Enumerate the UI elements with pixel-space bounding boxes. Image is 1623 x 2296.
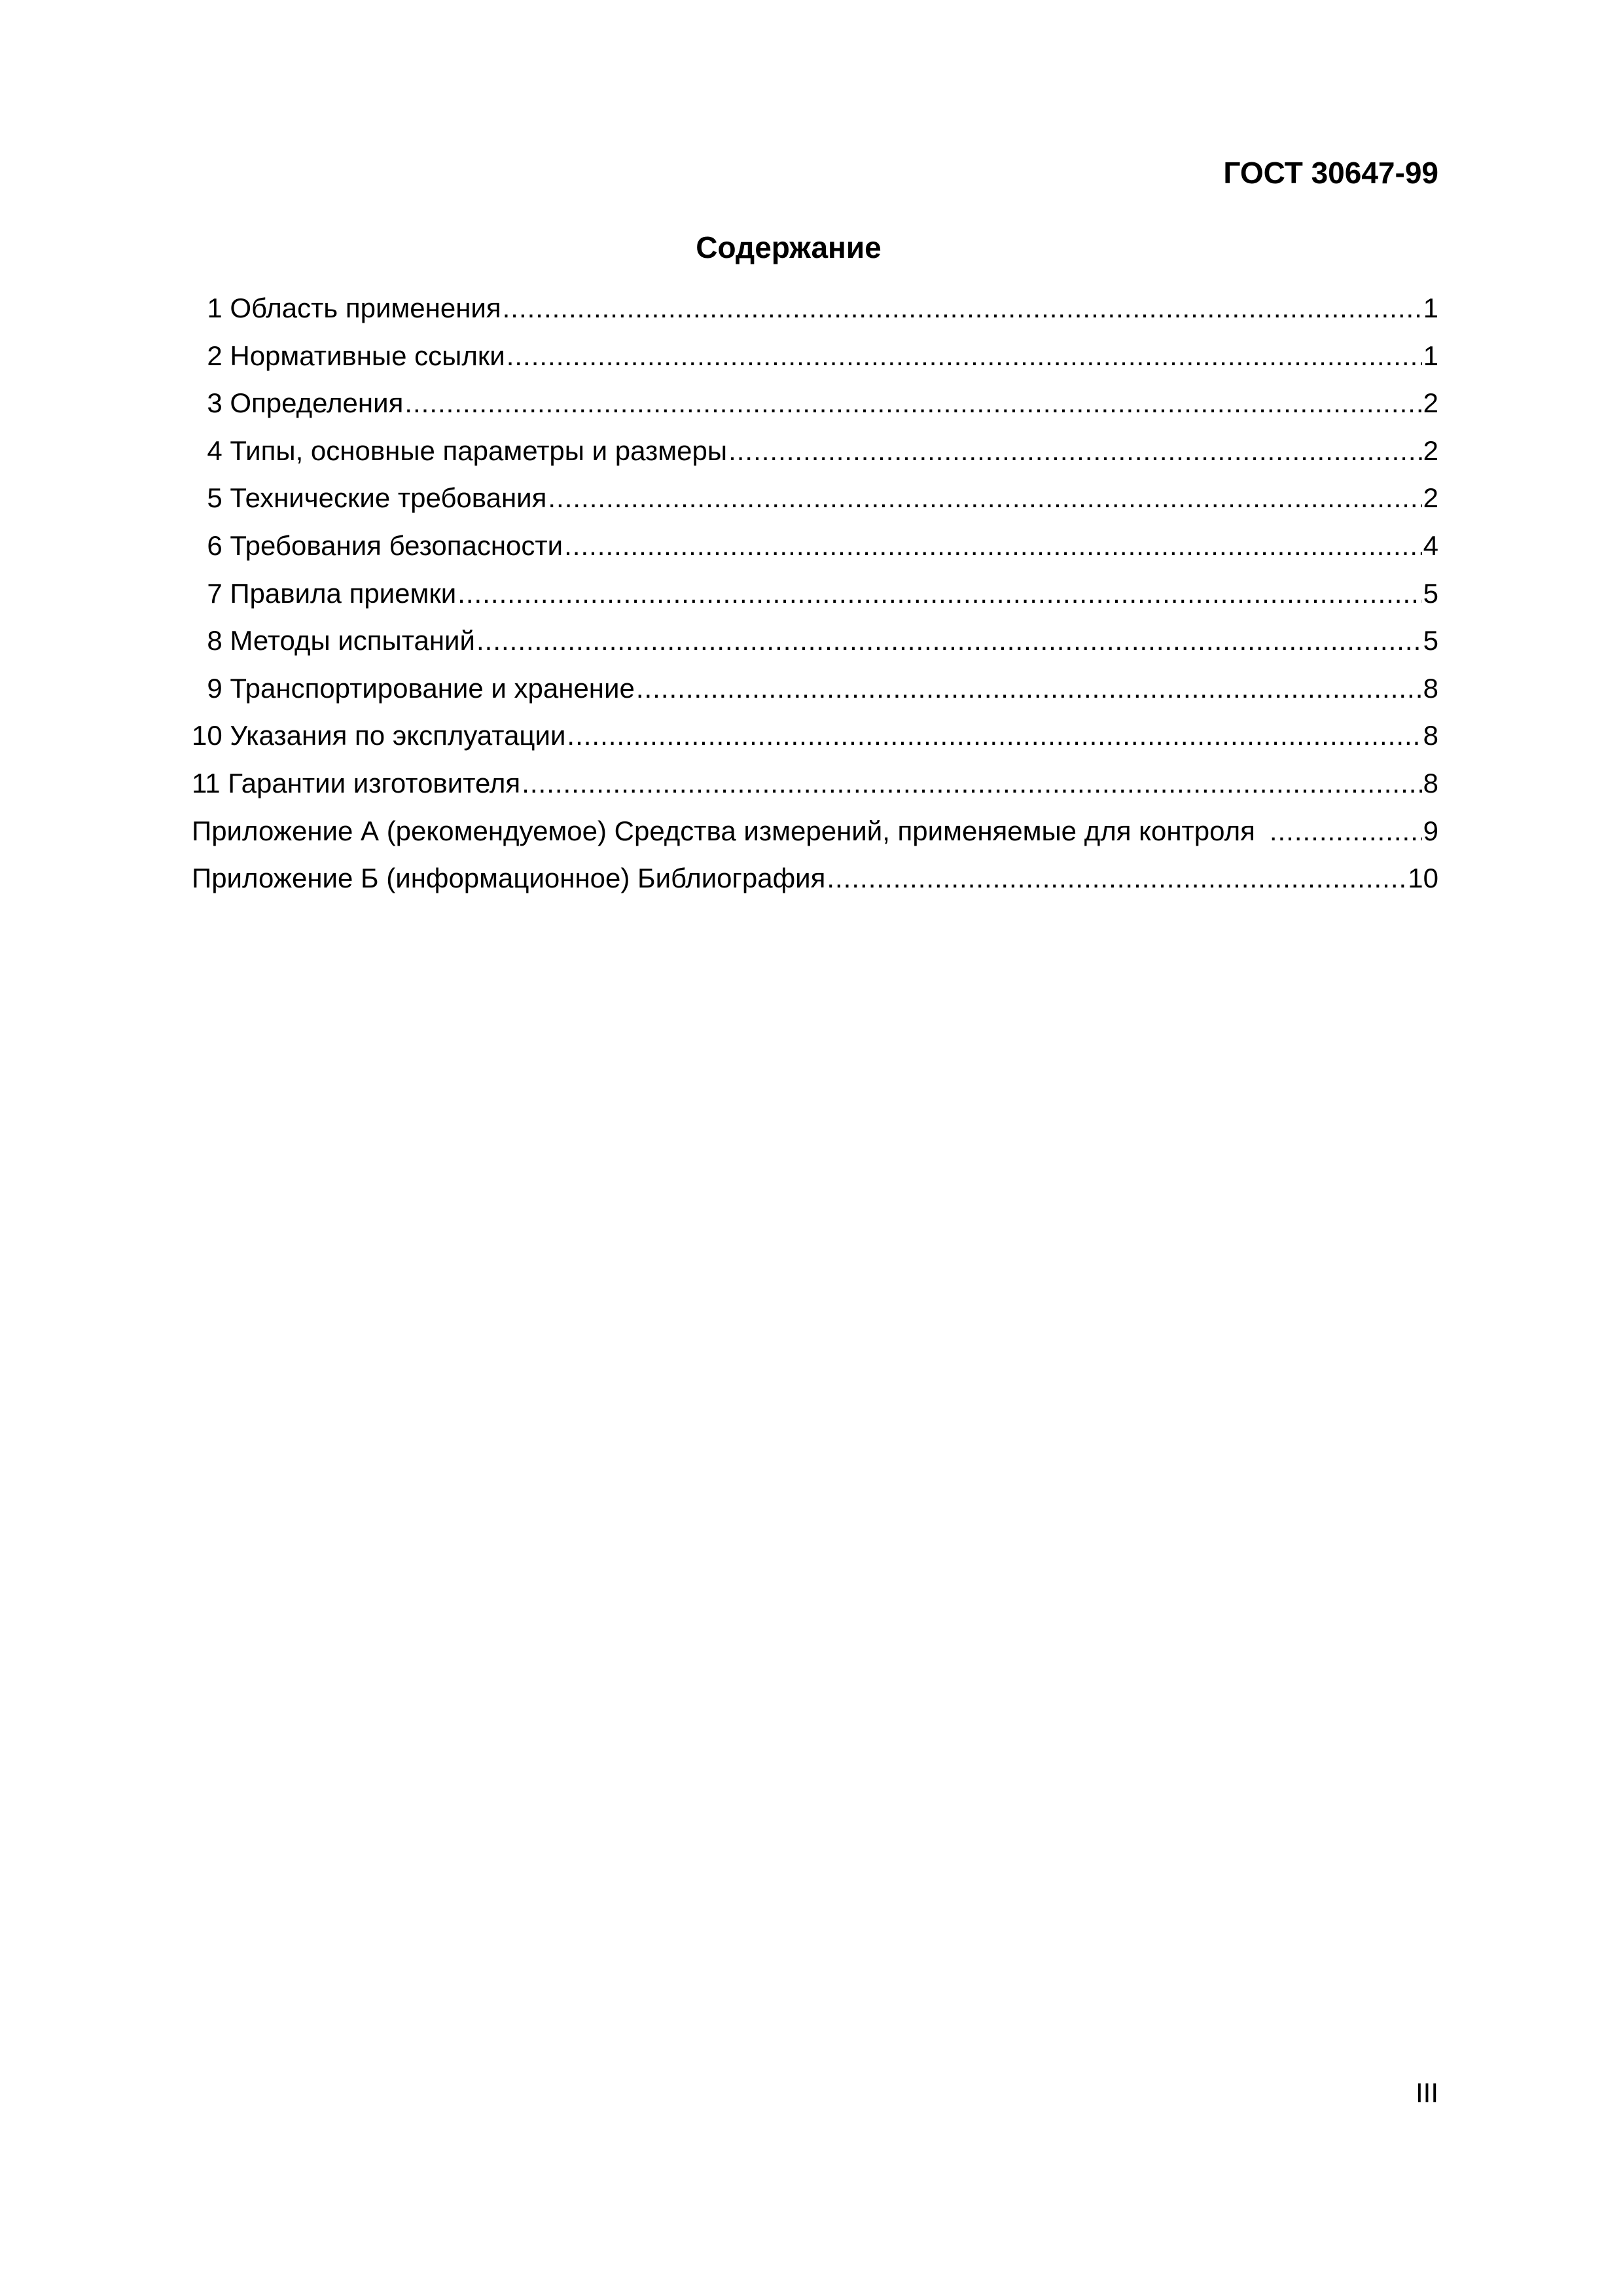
toc-entry-label: 2 Нормативные ссылки xyxy=(192,340,505,371)
toc-entry-9[interactable] xyxy=(192,665,1438,713)
toc-entry-3[interactable] xyxy=(192,380,1438,427)
toc-entry-page: 8 xyxy=(1423,767,1438,798)
table-of-contents xyxy=(192,285,1438,903)
toc-entry-10[interactable] xyxy=(192,712,1438,760)
toc-entry-2[interactable] xyxy=(192,332,1438,380)
toc-entry-appendix-a[interactable] xyxy=(192,808,1438,855)
toc-entry-4[interactable] xyxy=(192,427,1438,475)
toc-entry-label: 10 Указания по эксплуатации xyxy=(192,720,566,751)
toc-leader-dots xyxy=(728,427,1422,475)
toc-entry-11[interactable] xyxy=(192,760,1438,808)
page-number: III xyxy=(1415,2077,1438,2108)
toc-entry-label: 5 Технические требования xyxy=(192,482,547,514)
toc-entry-label: 1 Область применения xyxy=(192,293,501,323)
toc-leader-dots xyxy=(507,332,1422,380)
toc-entry-label: 9 Транспортирование и хранение xyxy=(192,672,635,704)
toc-entry-5[interactable] xyxy=(192,475,1438,522)
toc-entry-page: 8 xyxy=(1423,672,1438,704)
toc-leader-dots xyxy=(503,285,1422,332)
toc-leader-dots xyxy=(567,712,1421,760)
toc-entry-page: 2 xyxy=(1423,387,1438,419)
document-code: ГОСТ 30647-99 xyxy=(1223,156,1438,190)
toc-entry-page: 5 xyxy=(1423,625,1438,656)
toc-entry-label: 4 Типы, основные параметры и размеры xyxy=(192,435,728,466)
toc-entry-appendix-b[interactable] xyxy=(192,855,1438,903)
toc-entry-8[interactable] xyxy=(192,617,1438,665)
toc-leader-dots xyxy=(404,380,1421,427)
toc-leader-dots xyxy=(548,475,1421,522)
toc-entry-label: Приложение А (рекомендуемое) Средства измерений, применяемые для контроля xyxy=(192,815,1255,846)
toc-entry-7[interactable] xyxy=(192,570,1438,618)
toc-entry-page: 8 xyxy=(1423,720,1438,751)
toc-entry-page: 1 xyxy=(1423,293,1438,323)
toc-leader-dots xyxy=(1270,808,1422,855)
toc-entry-page: 4 xyxy=(1423,529,1438,561)
toc-entry-6[interactable] xyxy=(192,522,1438,570)
toc-entry-label: 11 Гарантии изготовителя xyxy=(192,767,521,798)
toc-entry-1[interactable] xyxy=(192,285,1438,332)
toc-title: Содержание xyxy=(696,230,882,264)
toc-entry-label: 7 Правила приемки xyxy=(192,577,457,609)
toc-entry-label: 6 Требования безопасности xyxy=(192,529,563,561)
toc-leader-dots xyxy=(564,522,1422,570)
toc-leader-dots xyxy=(457,570,1421,618)
toc-entry-page: 10 xyxy=(1408,863,1438,894)
toc-leader-dots xyxy=(636,665,1422,713)
toc-leader-dots xyxy=(522,760,1421,808)
toc-entry-page: 2 xyxy=(1423,482,1438,514)
toc-entry-label: 8 Методы испытаний xyxy=(192,625,475,656)
toc-entry-label: 3 Определения xyxy=(192,387,404,419)
toc-leader-dots xyxy=(476,617,1422,665)
toc-entry-page: 2 xyxy=(1423,435,1438,466)
toc-entry-page: 9 xyxy=(1423,815,1438,846)
toc-entry-page: 5 xyxy=(1423,577,1438,609)
toc-entry-label: Приложение Б (информационное) Библиография xyxy=(192,863,826,894)
toc-leader-dots xyxy=(827,855,1406,903)
toc-entry-page: 1 xyxy=(1423,340,1438,371)
